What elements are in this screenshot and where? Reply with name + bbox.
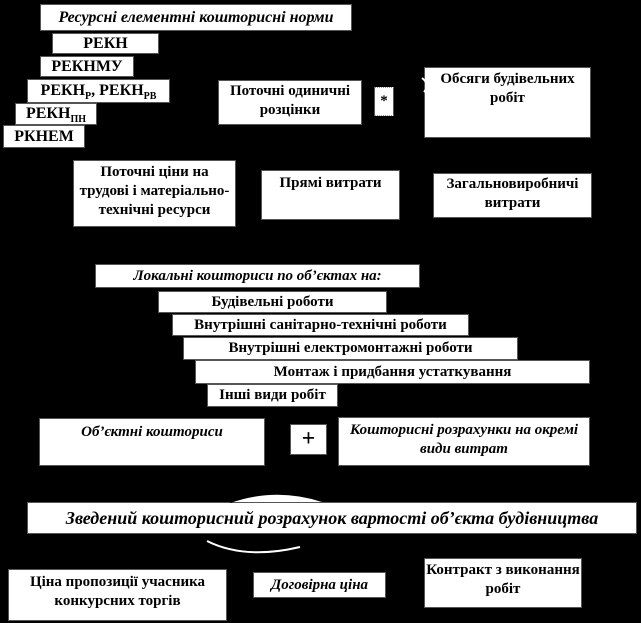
reknr-separator: , <box>91 82 100 99</box>
box-overhead-costs: Загальновиробничі витрати <box>433 173 592 218</box>
box-reknr-reknrv <box>27 79 170 103</box>
box-bid-price: Ціна пропозиції учасника конкурсних торгів <box>8 569 227 621</box>
reknpn-sub: ПН <box>70 114 87 125</box>
arc-above-summary <box>230 494 322 502</box>
box-plus-operator: + <box>290 424 327 455</box>
arc-below-summary <box>207 541 300 552</box>
box-local-item-other-works: Інші види робіт <box>207 384 338 407</box>
box-construction-volumes: Обсяги будівельних робіт <box>424 67 591 138</box>
reknr-sub2: РВ <box>143 91 157 103</box>
box-multiply-star: * <box>374 87 394 116</box>
reknpn-base: РЕКН <box>25 105 71 122</box>
box-summary-estimate: Зведений кошторисний розрахунок вартості об’єкта будівництва <box>27 502 637 534</box>
box-resource-elemental-norms-title: Ресурсні елементні кошторисні норми <box>40 4 352 31</box>
box-rknem: РКНЕМ <box>3 125 85 148</box>
box-rekn: РЕКН <box>52 33 159 54</box>
box-local-item-equipment-installation: Монтаж і придбання устаткування <box>195 360 590 384</box>
reknr-base1: РЕКН <box>40 82 86 99</box>
box-work-contract: Контракт з виконання робіт <box>424 558 582 608</box>
box-direct-costs: Прямі витрати <box>261 170 400 220</box>
box-local-item-construction-works: Будівельні роботи <box>158 291 387 313</box>
box-contract-price: Договірна ціна <box>253 572 386 598</box>
box-object-estimates: Об’єктні кошториси <box>39 418 265 466</box>
box-current-unit-prices: Поточні одиничні розцінки <box>218 80 362 125</box>
reknr-base2: РЕКН <box>99 82 144 99</box>
box-reknmu: РЕКНМУ <box>40 56 134 77</box>
box-current-resource-prices: Поточні ціни на трудові і матеріально-технічні ресурси <box>73 160 236 227</box>
box-local-estimates-title: Локальні кошториси по об’єктах на: <box>95 264 420 288</box>
box-reknpn <box>15 103 97 125</box>
box-local-item-electrical-works: Внутрішні електромонтажні роботи <box>183 337 518 360</box>
box-estimate-calculations: Кошторисні розрахунки на окремі види витрат <box>338 417 590 466</box>
arc-above-summary-stroke <box>230 494 322 502</box>
reknr-sub1: Р <box>85 91 92 103</box>
box-local-item-sanitary-works: Внутрішні санітарно-технічні роботи <box>172 314 469 336</box>
